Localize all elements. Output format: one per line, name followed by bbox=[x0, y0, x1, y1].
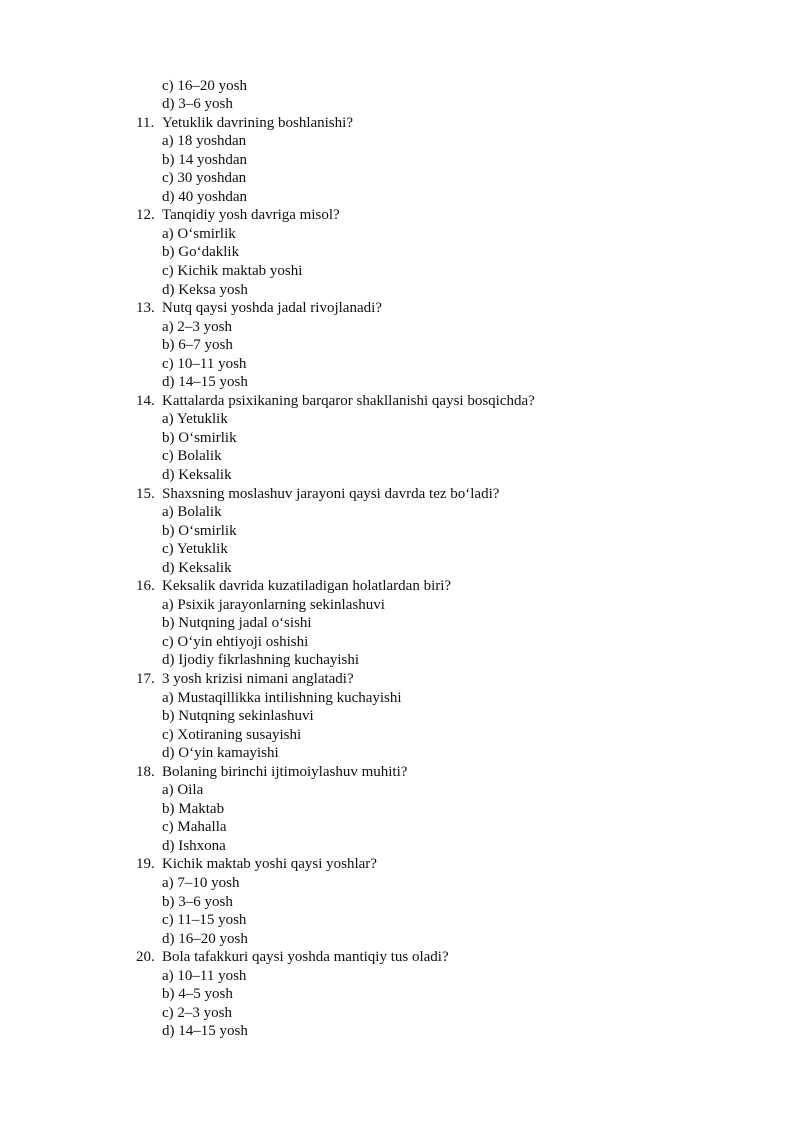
answer-option: b) Nutqning sekinlashuvi bbox=[162, 708, 314, 725]
answer-option: c) Xotiraning susayishi bbox=[162, 726, 302, 743]
question-block bbox=[0, 670, 800, 763]
question-text: Bolaning birinchi ijtimoiylashuv muhiti? bbox=[162, 763, 408, 780]
answer-option: a) 18 yoshdan bbox=[162, 133, 247, 150]
question-block bbox=[0, 485, 800, 578]
answer-option: a) 2–3 yosh bbox=[162, 318, 232, 335]
answer-option: b) O‘smirlik bbox=[162, 429, 237, 446]
question-block bbox=[0, 763, 800, 856]
answer-option: d) 40 yoshdan bbox=[162, 188, 247, 205]
answer-option: b) 14 yoshdan bbox=[162, 151, 247, 168]
question-line bbox=[0, 577, 800, 596]
question-block bbox=[0, 948, 800, 1041]
question-line bbox=[0, 855, 800, 874]
answer-option: c) 30 yoshdan bbox=[162, 170, 247, 187]
answer-option: b) Go‘daklik bbox=[162, 244, 240, 261]
answer-option: d) Keksalik bbox=[162, 559, 232, 576]
question-text: Kichik maktab yoshi qaysi yoshlar? bbox=[162, 856, 377, 873]
answer-option: d) 14–15 yosh bbox=[162, 1023, 248, 1040]
answer-option: d) 3–6 yosh bbox=[162, 96, 233, 113]
question-block bbox=[0, 577, 800, 670]
question-text: Bola tafakkuri qaysi yoshda mantiqiy tus oladi? bbox=[162, 949, 449, 966]
question-text: Tanqidiy yosh davriga misol? bbox=[162, 207, 340, 224]
question-number: 11. bbox=[136, 114, 155, 131]
answer-option: c) Yetuklik bbox=[162, 541, 228, 558]
answer-option: b) Maktab bbox=[162, 800, 225, 817]
question-number: 16. bbox=[136, 578, 155, 595]
question-line bbox=[0, 114, 800, 133]
question-text: Yetuklik davrining boshlanishi? bbox=[162, 114, 353, 131]
question-number: 20. bbox=[136, 949, 155, 966]
answer-option: c) 10–11 yosh bbox=[162, 355, 247, 372]
question-number: 19. bbox=[136, 856, 155, 873]
answer-option: b) Nutqning jadal o‘sishi bbox=[162, 615, 312, 632]
question-number: 13. bbox=[136, 300, 155, 317]
question-text: Keksalik davrida kuzatiladigan holatlardan biri? bbox=[162, 578, 452, 595]
answer-option: d) Keksalik bbox=[162, 466, 232, 483]
answer-option: b) 4–5 yosh bbox=[162, 986, 233, 1003]
answer-option: a) 7–10 yosh bbox=[162, 875, 240, 892]
question-block bbox=[0, 299, 800, 392]
question-text: Nutq qaysi yoshda jadal rivojlanadi? bbox=[162, 300, 382, 317]
question-line bbox=[0, 948, 800, 967]
answer-option: b) 3–6 yosh bbox=[162, 893, 233, 910]
answer-option: b) 6–7 yosh bbox=[162, 337, 233, 354]
answer-option: d) Ijodiy fikrlashning kuchayishi bbox=[162, 652, 360, 669]
question-number: 14. bbox=[136, 392, 155, 409]
answer-option: c) 2–3 yosh bbox=[162, 1004, 232, 1021]
question-line bbox=[0, 392, 800, 411]
question-line bbox=[0, 670, 800, 689]
answer-option: a) O‘smirlik bbox=[162, 225, 236, 242]
answer-option: c) 16–20 yosh bbox=[162, 77, 247, 94]
answer-option: b) O‘smirlik bbox=[162, 522, 237, 539]
question-line bbox=[0, 299, 800, 318]
question-number: 12. bbox=[136, 207, 155, 224]
answer-option: c) Bolalik bbox=[162, 448, 222, 465]
answer-option: a) Bolalik bbox=[162, 504, 222, 521]
answer-option: d) Ishxona bbox=[162, 837, 226, 854]
answer-option: a) 10–11 yosh bbox=[162, 967, 247, 984]
answer-option: c) Kichik maktab yoshi bbox=[162, 262, 303, 279]
question-block bbox=[0, 206, 800, 299]
question-block bbox=[0, 855, 800, 948]
question-block bbox=[0, 392, 800, 485]
answer-option: d) 14–15 yosh bbox=[162, 374, 248, 391]
question-text: 3 yosh krizisi nimani anglatadi? bbox=[162, 671, 354, 687]
answer-option: a) Oila bbox=[162, 782, 204, 799]
answer-option: a) Yetuklik bbox=[162, 411, 228, 428]
question-number: 17. bbox=[136, 671, 155, 687]
answer-option: c) Mahalla bbox=[162, 819, 227, 836]
question-text: Shaxsning moslashuv jarayoni qaysi davrda tez bo‘ladi? bbox=[162, 485, 500, 502]
answer-option: c) O‘yin ehtiyoji oshishi bbox=[162, 633, 309, 650]
answer-option: d) Keksa yosh bbox=[162, 281, 248, 298]
answer-option: d) 16–20 yosh bbox=[162, 930, 248, 947]
question-text: Kattalarda psixikaning barqaror shakllanishi qaysi bosqichda? bbox=[162, 392, 535, 409]
question-line bbox=[0, 763, 800, 782]
question-line bbox=[0, 485, 800, 504]
answer-option: d) O‘yin kamayishi bbox=[162, 745, 279, 762]
question-number: 15. bbox=[136, 485, 155, 502]
question-line bbox=[0, 206, 800, 225]
answer-option: a) Psixik jarayonlarning sekinlashuvi bbox=[162, 596, 385, 613]
document-page bbox=[0, 77, 800, 1041]
question-block bbox=[0, 114, 800, 207]
question-number: 18. bbox=[136, 763, 155, 780]
answer-option: c) 11–15 yosh bbox=[162, 912, 247, 929]
answer-option: a) Mustaqillikka intilishning kuchayishi bbox=[162, 689, 402, 706]
